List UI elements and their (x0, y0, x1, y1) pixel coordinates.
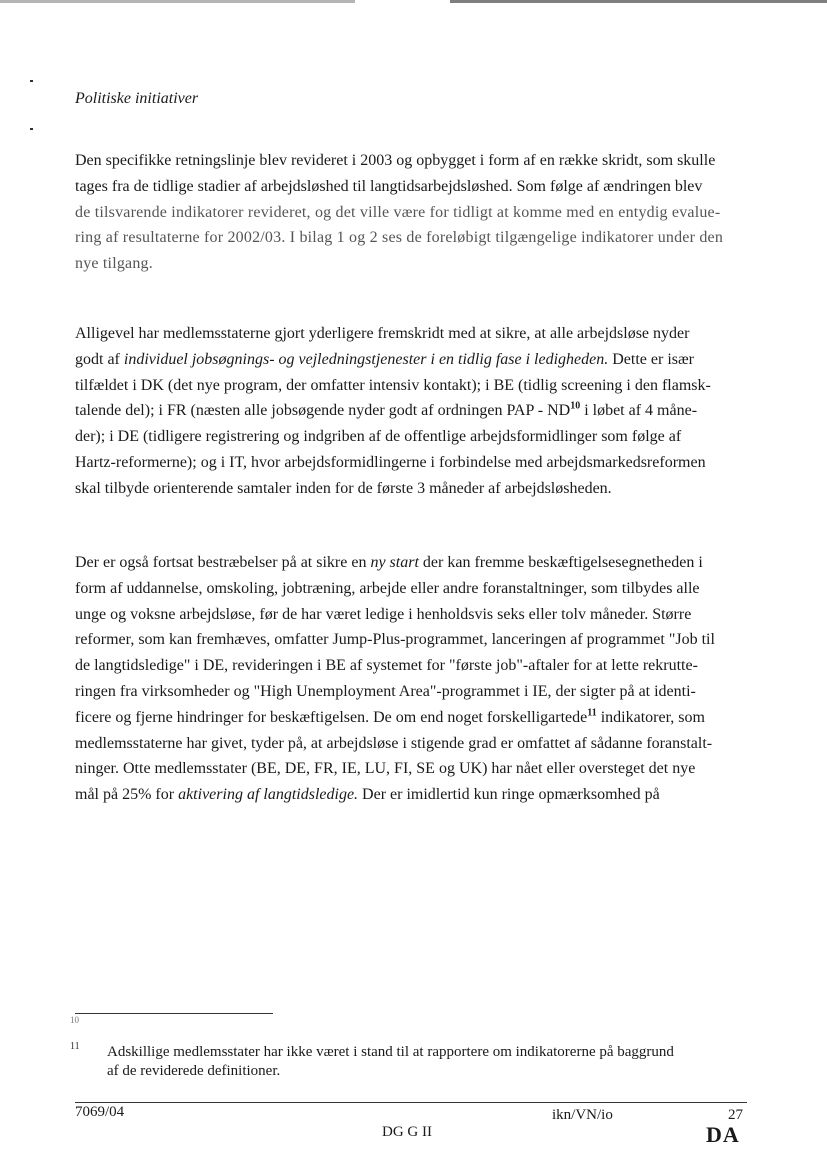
section-heading: Politiske initiativer (75, 90, 199, 107)
text-line: ring af resultaterne for 2002/03. I bilag 1 og 2 ses de foreløbigt tilgængelige indikatorer under den (75, 229, 724, 247)
text-line: ficere og fjerne hindringer for beskæftigelsen. De om end noget forskelligartede$^{11}$ indikatorer, som (75, 707, 705, 726)
text-line: de tilsvarende indikatorer revideret, og det ville være for tidligt at komme med en entydig evalue- (75, 203, 721, 221)
text-line: Hartz-reformerne); og i IT, hvor arbejdsformidlingerne i forbindelse med arbejdsmarkedsreformen (75, 453, 706, 471)
department-code: DG G II (382, 1124, 432, 1140)
text-line: form af uddannelse, omskoling, jobtræning, arbejde eller andre foranstaltninger, som tilbydes alle (75, 579, 700, 597)
language-code: DA (706, 1122, 740, 1147)
text-line: nye tilgang. (75, 255, 153, 273)
text-line: tages fra de tidlige stadier af arbejdsløshed til langtidsarbejdsløshed. Som følge af ændringen blev (75, 177, 703, 195)
emphasis-text: ny start (370, 554, 419, 571)
text-line: de langtidsledige" i DE, revideringen i BE af systemet for "første job"-aftaler for at lette rekrutte- (75, 657, 698, 675)
text-line: Der er også fortsat bestræbelser på at sikre en ny start der kan fremme beskæftigelsesegnetheden i (75, 554, 703, 571)
footer-separator (75, 1102, 747, 1103)
paragraph-1 (75, 148, 755, 277)
text-line: Adskillige medlemsstater har ikke været i stand til at rapportere om indikatorerne på baggrund (107, 1044, 674, 1060)
emphasis-text: aktivering af langtidsledige. (178, 786, 359, 804)
text-line: Den specifikke retningslinje blev revideret i 2003 og opbygget i form af en række skridt, som skulle (75, 152, 716, 169)
text-line: ninger. Otte medlemsstater (BE, DE, FR, IE, LU, FI, SE og UK) har nået eller oversteget det nye (75, 760, 696, 778)
scan-edge-line (0, 0, 355, 3)
text-line: medlemsstaterne har givet, tyder på, at arbejdsløse i stigende grad er omfattet af sådanne foranstalt- (75, 734, 713, 752)
paragraph-3 (75, 550, 755, 808)
text-line: talende del); i FR (næsten alle jobsøgende nyder godt af ordningen PAP - ND$^{10}$ i løbet af 4 måne- (75, 401, 698, 420)
footnote-11-text (107, 1043, 767, 1081)
footnote-ref-10: 10 (570, 401, 581, 413)
text-line: mål på 25% for aktivering af langtidsledige. Der er imidlertid kun ringe opmærksomhed på (75, 786, 660, 804)
footnote-marker-10: 10 (70, 1015, 79, 1025)
scan-mark (30, 128, 33, 130)
reference-initials: ikn/VN/io (552, 1107, 613, 1123)
scan-mark (30, 80, 33, 82)
document-number: 7069/04 (75, 1104, 125, 1120)
footnote-marker-11: 11 (70, 1041, 80, 1052)
text-line: der); i DE (tidligere registrering og indgriben af de offentlige arbejdsformidlinger som følge af (75, 428, 682, 446)
footnote-ref-11: 11 (587, 707, 597, 719)
page-number: 27 (728, 1107, 743, 1123)
text-line: tilfældet i DK (det nye program, der omfatter intensiv kontakt); i BE (tidlig screening i den flamsk- (75, 376, 711, 394)
text-line: Alligevel har medlemsstaterne gjort yderligere fremskridt med at sikre, at alle arbejdsløse nyder (75, 325, 690, 342)
text-line: af de reviderede definitioner. (107, 1063, 281, 1079)
text-line: ringen fra virksomheder og "High Unemployment Area"-programmet i IE, der sigter på at identi- (75, 682, 696, 700)
text-line: reformer, som kan fremhæves, omfatter Jump-Plus-programmet, lanceringen af programmet "Job til (75, 631, 715, 649)
footnote-separator (75, 1013, 273, 1014)
paragraph-2 (75, 321, 755, 502)
text-line: unge og voksne arbejdsløse, før de har været ledige i henholdsvis seks eller tolv måneder. Større (75, 605, 692, 623)
text-line: skal tilbyde orienterende samtaler inden for de første 3 måneder af arbejdsløsheden. (75, 479, 612, 497)
scan-edge-line (450, 0, 827, 3)
text-line: godt af individuel jobsøgnings- og vejledningstjenester i en tidlig fase i ledigheden. Dette er især (75, 350, 694, 368)
emphasis-text: individuel jobsøgnings- og vejledningstjenester i en tidlig fase i ledigheden. (123, 350, 609, 368)
